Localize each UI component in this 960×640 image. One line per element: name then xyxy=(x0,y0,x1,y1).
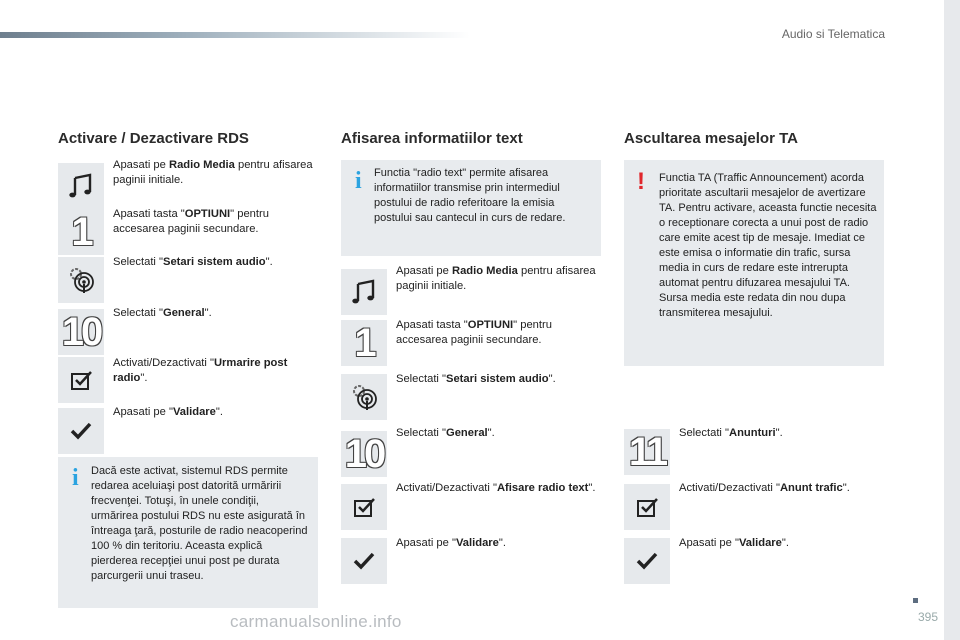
step-text: Apasati pe Radio Media pentru afisarea paginii initiale. xyxy=(113,159,313,186)
badge-10: 10 xyxy=(341,431,387,477)
radio-media-tile xyxy=(58,163,104,209)
settings-tile xyxy=(341,374,387,420)
step-text: Selectati "General". xyxy=(113,307,212,319)
badge-1: 1 xyxy=(58,209,104,255)
music-note-icon xyxy=(66,171,96,201)
badge-11: 11 xyxy=(624,429,670,475)
step-text: Apasati tasta "OPTIUNI" pentru accesarea paginii secundare. xyxy=(396,319,552,346)
checkmark-icon xyxy=(68,418,94,444)
settings-radio-icon xyxy=(64,263,98,297)
header-bar xyxy=(0,32,470,38)
step-text: Activati/Dezactivati "Anunt trafic". xyxy=(679,482,850,494)
step-text: Apasati pe Radio Media pentru afisarea paginii initiale. xyxy=(396,265,596,292)
validate-tile xyxy=(341,538,387,584)
warning-icon: ! xyxy=(637,168,645,195)
step-text: Apasati pe "Validare". xyxy=(679,537,789,549)
section-title-rds: Activare / Dezactivare RDS xyxy=(58,130,249,147)
info-icon: i xyxy=(72,465,79,491)
page-header-title: Audio si Telematica xyxy=(781,27,885,41)
step-text: Apasati pe "Validare". xyxy=(113,406,223,418)
page-marker xyxy=(913,598,918,603)
checkbox-tile xyxy=(58,357,104,403)
step-text: Selectati "Setari sistem audio". xyxy=(113,256,273,268)
checkbox-edit-icon xyxy=(350,493,378,521)
step-text: Selectati "Anunturi". xyxy=(679,427,783,439)
step-text: Activati/Dezactivati "Afisare radio text". xyxy=(396,482,596,494)
warning-text: Functia TA (Traffic Announcement) acorda prioritate ascultarii mesajelor de avertizare TA. Pentru activare, aceasta functie necesita o receptionare corecta a unui post de radio care emite acest tip de mesaje. Imediat ce este emisa o informatie din trafic, sursa media in curs de redare este intrerupta automat pentru difuzarea mesajului TA. Sursa media este redata din nou dupa transmiterea mesajului. xyxy=(659,172,877,319)
music-note-icon xyxy=(349,277,379,307)
warning-box-ta xyxy=(624,160,884,366)
step-text: Apasati tasta "OPTIUNI" pentru accesarea paginii secundare. xyxy=(113,208,269,235)
settings-tile xyxy=(58,257,104,303)
step-text: Selectati "Setari sistem audio". xyxy=(396,373,556,385)
info-text: Functia "radio text" permite afisarea informatiilor transmise prin intermediul postului de radio referitoare la emisia postului sau cantecul in curs de redare. xyxy=(374,167,566,224)
checkbox-edit-icon xyxy=(633,493,661,521)
badge-1: 1 xyxy=(341,320,387,366)
checkmark-icon xyxy=(351,548,377,574)
info-box-radio-text xyxy=(341,160,601,256)
checkbox-tile xyxy=(341,484,387,530)
section-title-text: Afisarea informatiilor text xyxy=(341,130,523,147)
side-strip xyxy=(944,0,960,640)
info-box-rds xyxy=(58,457,318,608)
checkmark-icon xyxy=(634,548,660,574)
badge-10: 10 xyxy=(58,309,104,355)
page-number: 395 xyxy=(917,610,938,624)
step-text: Apasati pe "Validare". xyxy=(396,537,506,549)
checkbox-edit-icon xyxy=(67,366,95,394)
info-icon: i xyxy=(355,168,362,194)
radio-media-tile xyxy=(341,269,387,315)
step-text: Activati/Dezactivati "Urmarire post radio". xyxy=(113,357,288,384)
section-title-ta: Ascultarea mesajelor TA xyxy=(624,130,798,147)
validate-tile xyxy=(624,538,670,584)
info-text: Dacă este activat, sistemul RDS permite redarea aceluiaşi post datorită urmăririi frecvenţei. Totuşi, în unele condiţii, urmărirea postului RDS nu este asigurată în întreaga ţară, posturile de radio neacoperind 100 % din teritoriu. Aceasta explică pierderea recepţiei unui post pe durata parcurgerii unui traseu. xyxy=(91,465,308,582)
validate-tile xyxy=(58,408,104,454)
watermark: carmanualsonline.info xyxy=(230,612,402,631)
checkbox-tile xyxy=(624,484,670,530)
step-text: Selectati "General". xyxy=(396,427,495,439)
settings-radio-icon xyxy=(347,380,381,414)
